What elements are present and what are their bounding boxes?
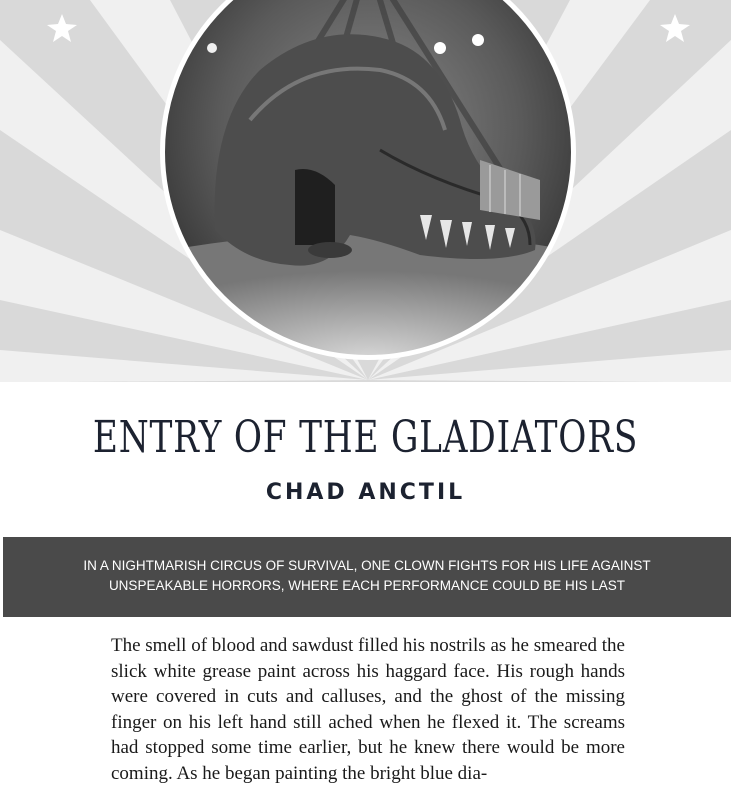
synopsis-line-1: IN A NIGHTMARISH CIRCUS OF SURVIVAL, ONE CLOWN FIGHTS FOR HIS LIFE AGAINST: [83, 558, 651, 573]
story-title: ENTRY OF THE GLADIATORS: [92, 412, 639, 463]
header-artwork: [0, 0, 731, 382]
title-block: [0, 412, 731, 463]
sunburst-background: [0, 0, 731, 382]
author-name: CHAD ANCTIL: [265, 480, 466, 505]
synopsis-line-2: UNSPEAKABLE HORRORS, WHERE EACH PERFORMANCE COULD BE HIS LAST: [108, 578, 626, 593]
synopsis-banner: [3, 537, 731, 617]
story-body-paragraph: The smell of blood and sawdust filled his nostrils as he smeared the slick white grease paint across his haggard face. His rough hands were covered in cuts and calluses, and the ghost of the missing finger on his left hand still ached when he flexed it. The screams had stopped some time earlier, but he knew there would be more coming. As he began painting the bright blue dia-: [111, 635, 625, 784]
